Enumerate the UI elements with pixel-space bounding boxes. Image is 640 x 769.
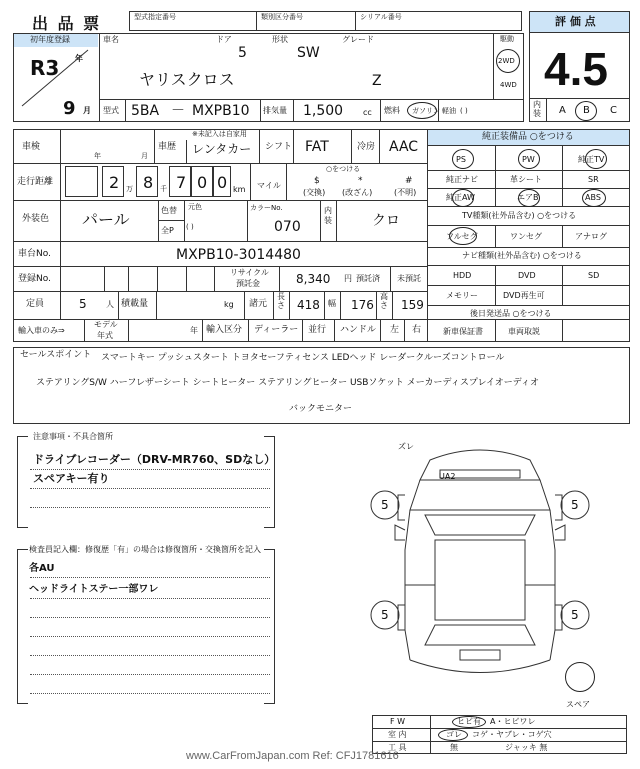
legend-fw-note: A・ヒビワレ	[490, 717, 536, 726]
mileage-opt2-label: (改ざん)	[342, 188, 373, 197]
equip-pw-circle	[518, 149, 540, 169]
inspector-title: 検査員記入欄：修復歴「有」の場合は修復箇所・交換箇所を記入	[29, 545, 261, 554]
recycle-label-2: 預託金	[236, 279, 260, 288]
later-warranty: 新車保証書	[443, 327, 483, 336]
nav-dvd: DVD	[518, 271, 536, 280]
equip-airbag-circle	[518, 189, 540, 207]
color-change-label: 色替	[161, 206, 177, 215]
drive-circle	[496, 49, 520, 73]
legend-fw-label: F W	[390, 717, 406, 726]
rating-value: 4.5	[544, 43, 608, 95]
nav-dvd-play: DVD再生可	[503, 291, 545, 300]
mileage-opt3-symbol: #	[405, 176, 413, 186]
nav-title: ナビ種類(社外品含む) ○をつける	[462, 251, 582, 260]
inspection-year-unit: 年	[94, 152, 101, 160]
width-value: 176	[351, 298, 374, 312]
legend-tools-value: 無	[450, 743, 458, 752]
equip-abs: ABS	[585, 193, 601, 202]
displacement-label: 排気量	[263, 106, 287, 115]
mileage-label: 走行距離	[17, 177, 54, 187]
legend-tools-label: 工 具	[388, 743, 407, 752]
tv-fullseg-circle	[449, 227, 477, 245]
light-oil-paren: ( )	[460, 107, 468, 115]
model-dash: －	[171, 103, 185, 119]
mileage-opt1-label: (交換)	[303, 188, 326, 197]
not-deposited-label: 未預託	[397, 274, 421, 283]
diagram-ua2-label: UA2	[439, 472, 456, 481]
later-title: 後日発送品 ○をつける	[470, 309, 552, 318]
model-year-unit: 年	[190, 326, 198, 335]
selling-points-line-3: バックモニター	[289, 404, 353, 414]
shape-label: 形状	[272, 35, 288, 44]
later-manual: 車両取説	[508, 327, 540, 336]
equip-ps: PS	[456, 155, 466, 164]
grade-value: Z	[372, 73, 382, 89]
spare-tire-icon	[565, 662, 595, 692]
drive-label: 駆動	[500, 35, 514, 43]
equip-tv-circle	[585, 149, 607, 169]
mileage-opt3-label: (不明)	[394, 188, 417, 197]
name-label: 車名	[103, 35, 119, 44]
capacity-label: 定員	[26, 299, 45, 309]
recycle-value: 8,340	[296, 272, 331, 286]
handle-label: ハンドル	[340, 325, 377, 335]
nav-sd: SD	[588, 271, 600, 280]
mileage-digit-3: 7	[176, 173, 187, 192]
capacity-value: 5	[79, 297, 87, 311]
mileage-unit-sen: 千	[160, 185, 167, 193]
tv-fullseg: フルセグ	[446, 232, 478, 241]
ac-value: AAC	[389, 139, 419, 155]
dealer-label: ディーラー	[254, 325, 299, 335]
first-reg-label: 初年度登録	[30, 35, 70, 44]
watermark: www.CarFromJapan.com Ref: CFJ1781616	[186, 750, 399, 762]
model-value: MXPB10	[192, 103, 250, 119]
car-diagram	[360, 440, 600, 690]
equip-abs-circle	[582, 189, 606, 207]
capacity-unit: 人	[106, 300, 114, 309]
inspector-line-2: ヘッドライトステー一部ワレ	[29, 584, 159, 595]
reg-year-unit: 年	[75, 54, 83, 63]
diagram-zure-label: ズレ	[398, 442, 414, 451]
legend-interior-circle	[438, 729, 468, 741]
reg-no-label: 登録No.	[18, 274, 51, 284]
fuel-circle	[407, 102, 437, 119]
legend-interior-note: コゲ・ヤブレ・コゲ穴	[472, 730, 552, 739]
width-label: 幅	[328, 299, 336, 308]
tv-oneseg: ワンセグ	[510, 232, 542, 241]
tire-front-left: 5	[381, 498, 389, 512]
legend-interior-value: ゴレ	[446, 730, 462, 739]
legend-fw-value: ヒビ有	[457, 717, 481, 726]
equip-aw: 純正AW	[446, 193, 475, 202]
reg-month: 9	[63, 98, 76, 119]
legend-interior-label: 室 内	[388, 730, 407, 739]
equip-leather: 革シート	[510, 175, 542, 184]
drive-2wd: 2WD	[498, 57, 515, 65]
color-no-value: 070	[274, 219, 301, 235]
inspection-label: 車検	[22, 142, 41, 152]
parallel-label: 並行	[308, 325, 327, 335]
nav-memory: メモリー	[446, 291, 478, 300]
recycle-unit: 円	[344, 274, 352, 283]
code-strip	[129, 11, 522, 31]
mileage-opt2-symbol: *	[358, 176, 363, 186]
interior-grade-c: C	[610, 105, 617, 116]
import-type-label: 輸入区分	[206, 325, 243, 335]
chassis-label: 車台No.	[18, 249, 51, 259]
deposited-label: 預託済	[356, 274, 380, 283]
chassis-value: MXPB10-3014480	[176, 247, 301, 263]
mileage-digit-1: 2	[109, 173, 120, 192]
equip-ps-circle	[452, 149, 474, 169]
legend-fw-circle	[452, 716, 486, 728]
ac-label: 冷房	[357, 142, 376, 152]
mileage-unit-km: km	[233, 185, 246, 194]
all-paint-label: 全P	[161, 226, 174, 235]
selling-points-line-1: スマートキー プッシュスタート トヨタセーフティセンス LEDヘッド レーダークルーズコントロール	[101, 353, 505, 363]
length-label: 長さ	[277, 292, 285, 310]
interior-color-value: クロ	[372, 213, 400, 229]
color-no-label: カラーNo.	[250, 204, 283, 212]
shift-value: FAT	[305, 139, 329, 155]
mileage-opt1-symbol: $	[314, 176, 320, 186]
interior-label: 内装	[533, 100, 541, 118]
load-unit: kg	[224, 300, 234, 309]
shape-value: SW	[297, 45, 320, 61]
page-title: 出 品 票	[32, 14, 102, 33]
tire-rear-right: 5	[571, 608, 579, 622]
mileage-circle-note: ○をつける	[326, 165, 361, 173]
equipment-title: 純正装備品 ○をつける	[482, 132, 574, 142]
interior-grade-a: A	[559, 105, 566, 116]
interior-color-label: 内装	[324, 206, 332, 225]
orig-color-paren: ( )	[186, 223, 194, 231]
inspector-line-1: 各AU	[29, 563, 55, 574]
grade-label: グレード	[342, 35, 374, 44]
shift-label: シフト	[265, 142, 293, 152]
equip-navi: 純正ナビ	[446, 175, 478, 184]
equip-pw: PW	[522, 155, 535, 164]
reg-month-unit: 月	[83, 106, 91, 115]
height-value: 159	[401, 298, 424, 312]
inspection-month-unit: 月	[141, 152, 148, 160]
notes-line-2: スペアキー有り	[33, 472, 110, 485]
color-label: 外装色	[22, 214, 50, 224]
handle-right: 右	[412, 325, 422, 335]
model-year-label-1: モデル	[94, 320, 118, 329]
mileage-digit-2: 8	[143, 173, 154, 192]
class-code-label: 類別区分番号	[261, 13, 303, 21]
doors-value: 5	[238, 45, 247, 61]
selling-points-label: セールスポイント	[20, 350, 92, 360]
displacement-value: 1,500	[303, 103, 344, 119]
color-value: パール	[82, 210, 130, 229]
import-only-label: 輸入車のみ⇒	[18, 326, 65, 335]
notes-line-1: ドライブレコーダー（DRV-MR760、SDなし）	[33, 453, 276, 466]
recycle-label-1: リサイクル	[230, 268, 269, 277]
model-prefix: 5BA	[131, 103, 160, 119]
fuel-label: 燃料	[384, 106, 400, 115]
history-value: レンタカー	[192, 142, 252, 156]
reg-year: R3	[30, 56, 60, 80]
equip-aw-circle	[452, 189, 474, 207]
car-name: ヤリスクロス	[139, 70, 235, 89]
model-year-label-2: 年式	[97, 331, 113, 340]
displacement-unit: cc	[363, 108, 372, 117]
length-value: 418	[297, 298, 320, 312]
mile-label: マイル	[257, 181, 281, 190]
spare-label: スペア	[566, 700, 590, 709]
mileage-digit-4: 0	[197, 173, 208, 192]
load-label: 積載量	[121, 299, 149, 309]
mileage-digit-5: 0	[217, 173, 228, 192]
nav-hdd: HDD	[453, 271, 472, 280]
doors-label: ドア	[216, 35, 232, 44]
tv-title: TV種類(社外品含む) ○をつける	[462, 211, 577, 220]
interior-grade-b: B	[583, 105, 590, 116]
model-label: 型式	[103, 106, 119, 115]
interior-grade-circle	[575, 101, 597, 121]
selling-points-line-2: ステアリングS/W ハーフレザーシート シートヒーター ステアリングヒーター USBソケット メーカーディスプレイオーディオ	[36, 378, 540, 388]
drive-4wd: 4WD	[500, 81, 517, 89]
model-code-label: 型式指定番号	[134, 13, 176, 21]
dims-label: 諸元	[249, 299, 268, 309]
equip-airbag: エアB	[517, 193, 539, 202]
notes-title: 注意事項・不具合箇所	[33, 432, 113, 441]
legend-tools-note: ジャッキ 無	[505, 743, 548, 752]
history-label: 車歴	[158, 142, 177, 152]
mileage-unit-man: 万	[126, 185, 133, 193]
light-oil-label: 軽油	[442, 107, 456, 115]
tv-analog: アナログ	[575, 232, 607, 241]
serial-label: シリアル番号	[360, 13, 402, 21]
handle-left: 左	[390, 325, 400, 335]
fuel-gasoline: ガソリン	[412, 107, 440, 115]
height-label: 高さ	[380, 292, 388, 310]
history-note: ※未記入は自家用	[192, 130, 247, 138]
equip-sr: SR	[588, 175, 599, 184]
tire-rear-left: 5	[381, 608, 389, 622]
orig-color-label: 元色	[188, 203, 202, 211]
equip-tv: 純正TV	[578, 155, 605, 164]
rating-label: 評 価 点	[555, 15, 596, 28]
tire-front-right: 5	[571, 498, 579, 512]
